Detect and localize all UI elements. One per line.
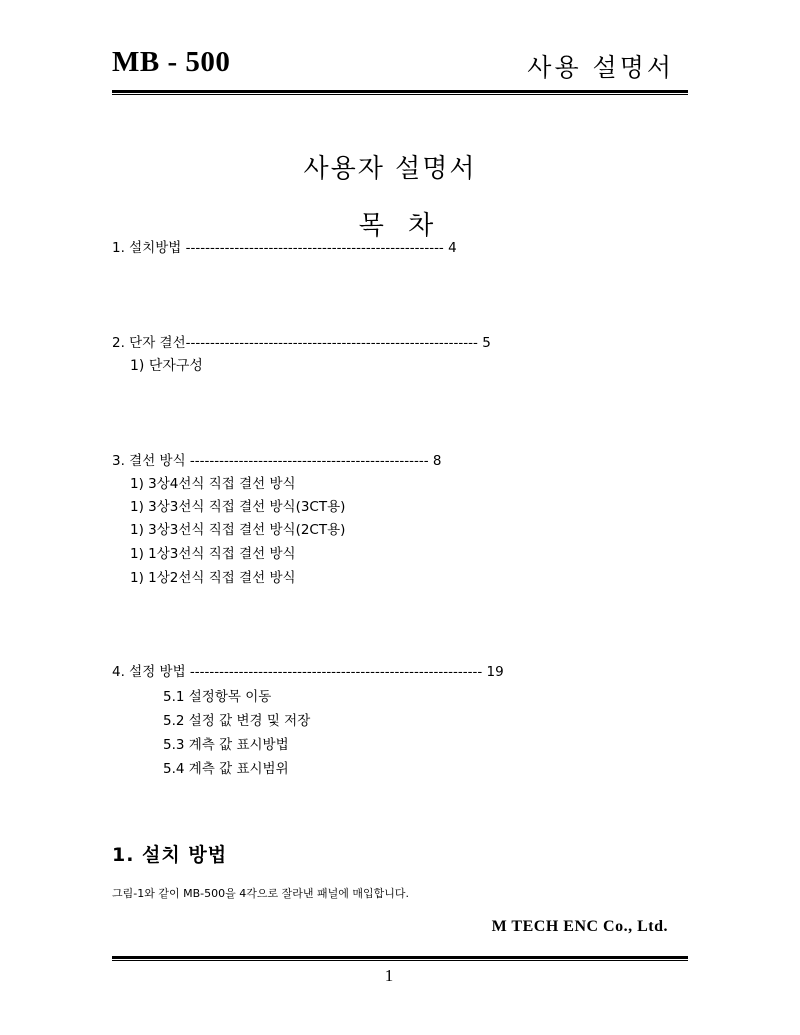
toc-subentry: 1) 3상3선식 직접 결선 방식(2CT용) [130,522,346,538]
toc-subentry: 1) 단자구성 [130,358,203,374]
toc-subentry: 1) 3상3선식 직접 결선 방식(3CT용) [130,499,346,515]
toc-subentry: 1) 3상4선식 직접 결선 방식 [130,476,296,492]
footer-rule [112,956,688,961]
toc-entry-2: 2. 단자 결선------------------------------------------------------------ 5 [112,335,491,351]
toc-entry-4: 4. 설정 방법 ------------------------------------------------------------ 19 [112,664,504,680]
header-model: MB - 500 [112,46,231,78]
footer-company: M TECH ENC Co., Ltd. [491,918,668,935]
page-number: 1 [384,966,394,985]
toc-title: 목 차 [358,211,442,241]
toc-subentry: 5.4 계측 값 표시범위 [163,761,289,777]
toc-subentry: 5.2 설정 값 변경 및 저장 [163,713,311,729]
header-rule [112,90,688,95]
toc-subentry: 5.1 설정항목 이동 [163,689,272,705]
toc-entry-1: 1. 설치방법 ----------------------------------------------------- 4 [112,240,457,256]
toc-subentry: 1) 1상3선식 직접 결선 방식 [130,546,296,562]
header-title: 사용 설명서 [527,53,674,82]
section-heading: 1. 설치 방법 [112,844,228,866]
toc-entry-3: 3. 결선 방식 ------------------------------------------------- 8 [112,453,442,469]
toc-subentry: 5.3 계측 값 표시방법 [163,737,289,753]
section-body-text: 그림-1와 같이 MB-500을 4각으로 잘라낸 패널에 매입합니다. [112,887,409,900]
document-title: 사용자 설명서 [303,154,477,184]
toc-subentry: 1) 1상2선식 직접 결선 방식 [130,570,296,586]
